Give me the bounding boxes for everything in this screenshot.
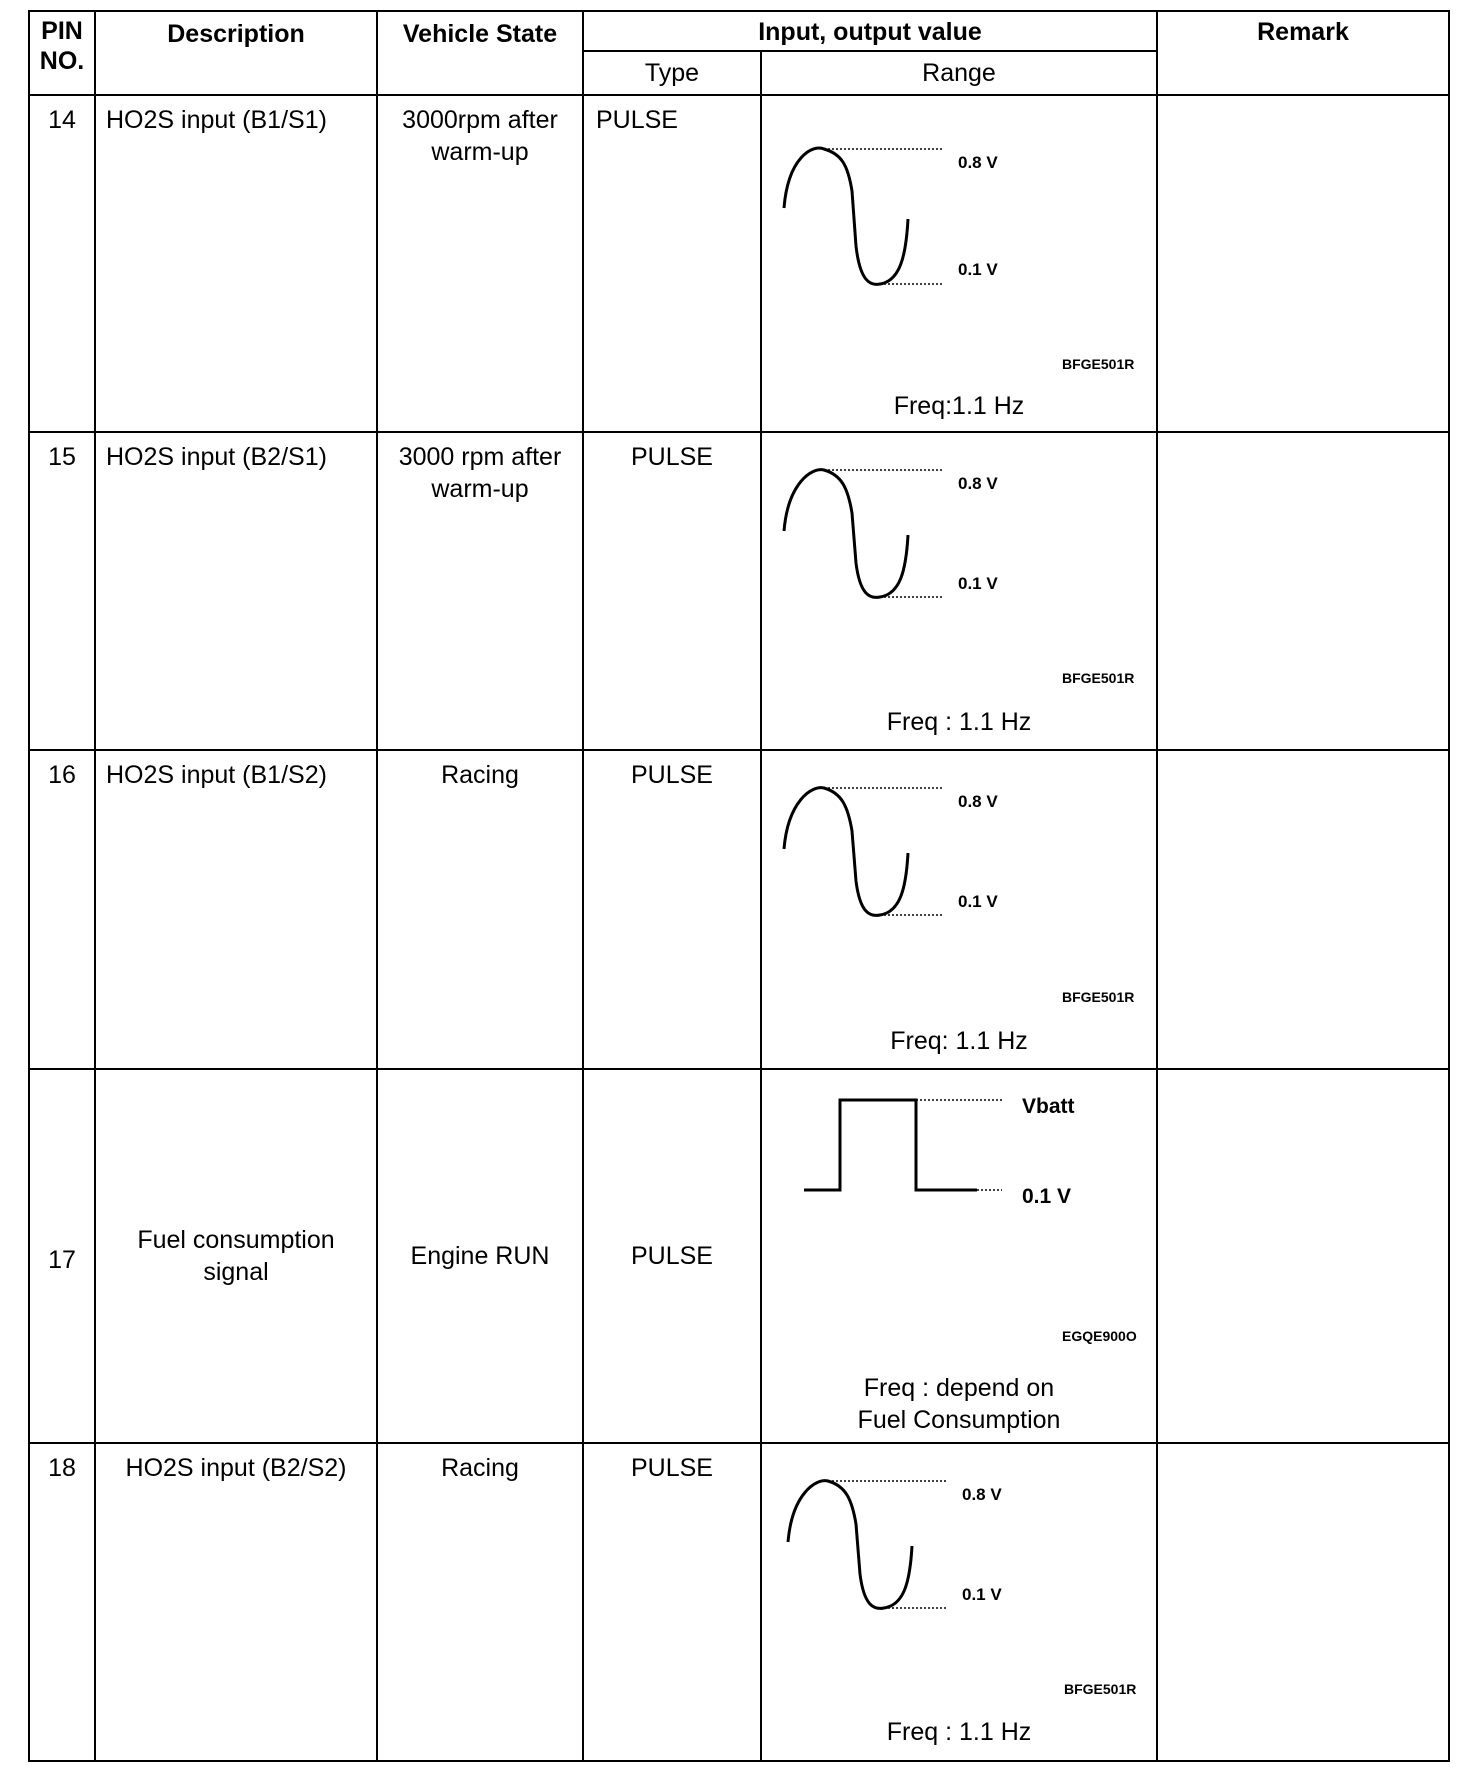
pin-cell: 15 (29, 432, 95, 750)
description-cell: HO2S input (B2/S1) (95, 432, 377, 750)
remark-cell (1157, 1443, 1449, 1761)
frequency-text: Freq : 1.1 Hz (886, 1718, 1032, 1746)
range-cell (761, 432, 1157, 750)
description-cell: HO2S input (B2/S2) (95, 1443, 377, 1761)
sine-wave-trace (788, 1481, 912, 1609)
sine-wave-trace (784, 148, 908, 284)
o2-sine-waveform (762, 96, 1158, 433)
high-voltage-label: Vbatt (1022, 1095, 1075, 1118)
square-wave-trace (804, 1100, 977, 1190)
figure-code: EGQE900O (1062, 1328, 1137, 1344)
figure-code: BFGE501R (1062, 989, 1135, 1005)
low-voltage-label: 0.1 V (958, 574, 998, 593)
table-row (29, 1069, 1449, 1443)
high-voltage-label: 0.8 V (958, 153, 998, 172)
table-row (29, 750, 1449, 1069)
pin-cell: 16 (29, 750, 95, 1069)
pin-cell: 18 (29, 1443, 95, 1761)
low-voltage-label: 0.1 V (1022, 1185, 1072, 1208)
vehicle-state-cell: Engine RUN (377, 1069, 583, 1443)
range-cell (761, 95, 1157, 432)
remark-cell (1157, 432, 1449, 750)
pin-spec-table (28, 10, 1450, 1762)
table-row (29, 95, 1449, 432)
header-range: Range (761, 51, 1157, 95)
frequency-text: Freq : 1.1 Hz (886, 708, 1032, 736)
header-pin-line2: NO. (39, 47, 85, 75)
vehicle-state-cell: 3000 rpm after warm-up (377, 432, 583, 750)
header-description: Description (95, 11, 377, 95)
table-row (29, 1443, 1449, 1761)
low-voltage-label: 0.1 V (958, 892, 998, 911)
figure-code: BFGE501R (1064, 1681, 1137, 1697)
header-type: Type (583, 51, 761, 95)
header-row (29, 11, 1449, 51)
pin-cell: 17 (29, 1069, 95, 1443)
header-remark: Remark (1157, 11, 1449, 95)
type-cell: PULSE (583, 432, 761, 750)
figure-code: BFGE501R (1062, 356, 1135, 372)
o2-sine-waveform (762, 433, 1158, 751)
type-cell: PULSE (583, 1069, 761, 1443)
vehicle-state-cell: 3000rpm after warm-up (377, 95, 583, 432)
type-cell: PULSE (583, 1443, 761, 1761)
o2-sine-waveform (762, 751, 1158, 1070)
range-cell (761, 750, 1157, 1069)
remark-cell (1157, 750, 1449, 1069)
sine-wave-trace (784, 470, 908, 598)
frequency-text: Freq:1.1 Hz (893, 392, 1025, 420)
frequency-text-line1: Freq : depend on (863, 1374, 1055, 1402)
header-io-value: Input, output value (583, 11, 1157, 51)
table-row (29, 432, 1449, 750)
type-cell: PULSE (583, 750, 761, 1069)
high-voltage-label: 0.8 V (958, 792, 998, 811)
low-voltage-label: 0.1 V (958, 260, 998, 279)
sine-wave-trace (784, 788, 908, 916)
high-voltage-label: 0.8 V (962, 1485, 1002, 1504)
vehicle-state-cell: Racing (377, 750, 583, 1069)
range-cell (761, 1069, 1157, 1443)
low-voltage-label: 0.1 V (962, 1585, 1002, 1604)
remark-cell (1157, 1069, 1449, 1443)
range-cell (761, 1443, 1157, 1761)
header-pin-no (29, 11, 95, 95)
header-vehicle-state: Vehicle State (377, 11, 583, 95)
description-cell: Fuel consumption signal (95, 1069, 377, 1443)
type-cell: PULSE (583, 95, 761, 432)
description-cell: HO2S input (B1/S1) (95, 95, 377, 432)
header-pin-line1: PIN (41, 17, 83, 45)
figure-code: BFGE501R (1062, 670, 1135, 686)
high-voltage-label: 0.8 V (958, 474, 998, 493)
frequency-text-line2: Fuel Consumption (857, 1406, 1061, 1434)
vehicle-state-cell: Racing (377, 1443, 583, 1761)
description-cell: HO2S input (B1/S2) (95, 750, 377, 1069)
frequency-text: Freq: 1.1 Hz (890, 1027, 1028, 1055)
remark-cell (1157, 95, 1449, 432)
pin-cell: 14 (29, 95, 95, 432)
o2-sine-waveform (762, 1444, 1158, 1762)
